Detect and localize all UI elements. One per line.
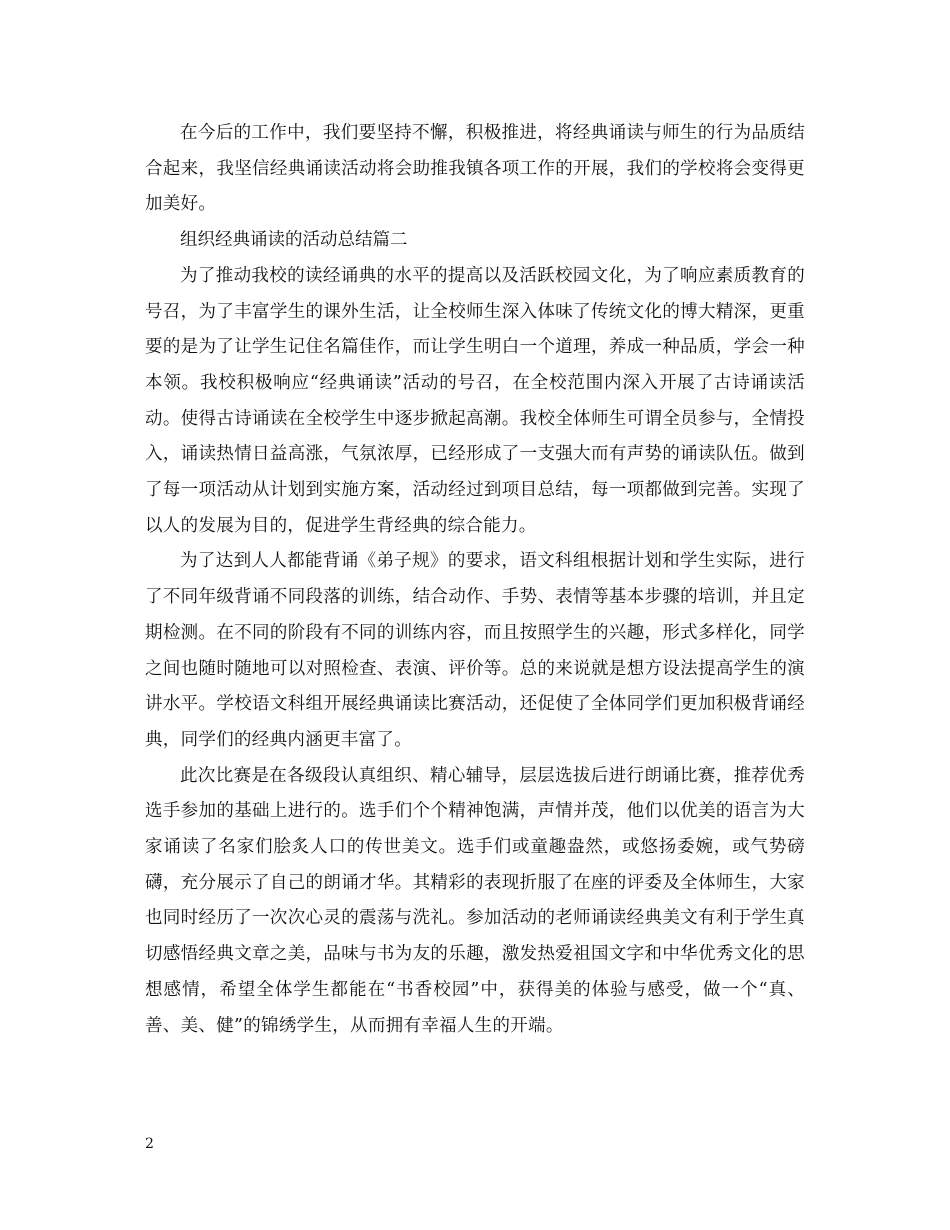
paragraph-training: 为了达到人人都能背诵《弟子规》的要求，语文科组根据计划和学生实际，进行了不同年级背诵不同段落的训练，结合动作、手势、表情等基本步骤的培训，并且定期检测。在不同的阶段有不同的训练内容，而且按照学生的兴趣，形式多样化，同学之间也随时随地可以对照检查、表演、评价等。总的来说就是想方设法提高学生的演讲水平。学校语文科组开展经典诵读比赛活动，还促使了全体同学们更加积极背诵经典，同学们的经典内涵更丰富了。 <box>145 551 805 750</box>
paragraph-intro: 为了推动我校的读经诵典的水平的提高以及活跃校园文化，为了响应素质教育的号召，为了丰富学生的课外生活，让全校师生深入体味了传统文化的博大精深，更重要的是为了让学生记住名篇佳作，而让学生明白一个道理，养成一种品质，学会一种本领。我校积极响应“经典诵读”活动的号召，在全校范围内深入开展了古诗诵读活动。使得古诗诵读在全校学生中逐步掀起高潮。我校全体师生可谓全员参与，全情投入，诵读热情日益高涨，气氛浓厚，已经形成了一支强大而有声势的诵读队伍。做到了每一项活动从计划到实施方案，活动经过到项目总结，每一项都做到完善。实现了以人的发展为目的，促进学生背经典的综合能力。 <box>145 265 805 536</box>
paragraph-competition: 此次比赛是在各级段认真组织、精心辅导，层层选拔后进行朗诵比赛，推荐优秀选手参加的基础上进行的。选手们个个精神饱满，声情并茂，他们以优美的语言为大家诵读了名家们脍炙人口的传世美文。选手们或童趣盎然，或悠扬委婉，或气势磅礴，充分展示了自己的朗诵才华。其精彩的表现折服了在座的评委及全体师生，大家也同时经历了一次次心灵的震荡与洗礼。参加活动的老师诵读经典美文有利于学生真切感悟经典文章之美，品味与书为友的乐趣，激发热爱祖国文字和中华优秀文化的思想感情，希望全体学生都能在“书香校园”中，获得美的体验与感受，做一个“真、善、美、健”的锦绣学生，从而拥有幸福人生的开端。 <box>145 765 805 1036</box>
page-number: 2 <box>145 1136 154 1152</box>
document-body <box>145 116 805 1044</box>
paragraph-closing: 在今后的工作中，我们要坚持不懈，积极推进，将经典诵读与师生的行为品质结合起来，我坚信经典诵读活动将会助推我镇各项工作的开展，我们的学校将会变得更加美好。 <box>145 123 805 215</box>
section-heading: 组织经典诵读的活动总结篇二 <box>180 230 408 251</box>
